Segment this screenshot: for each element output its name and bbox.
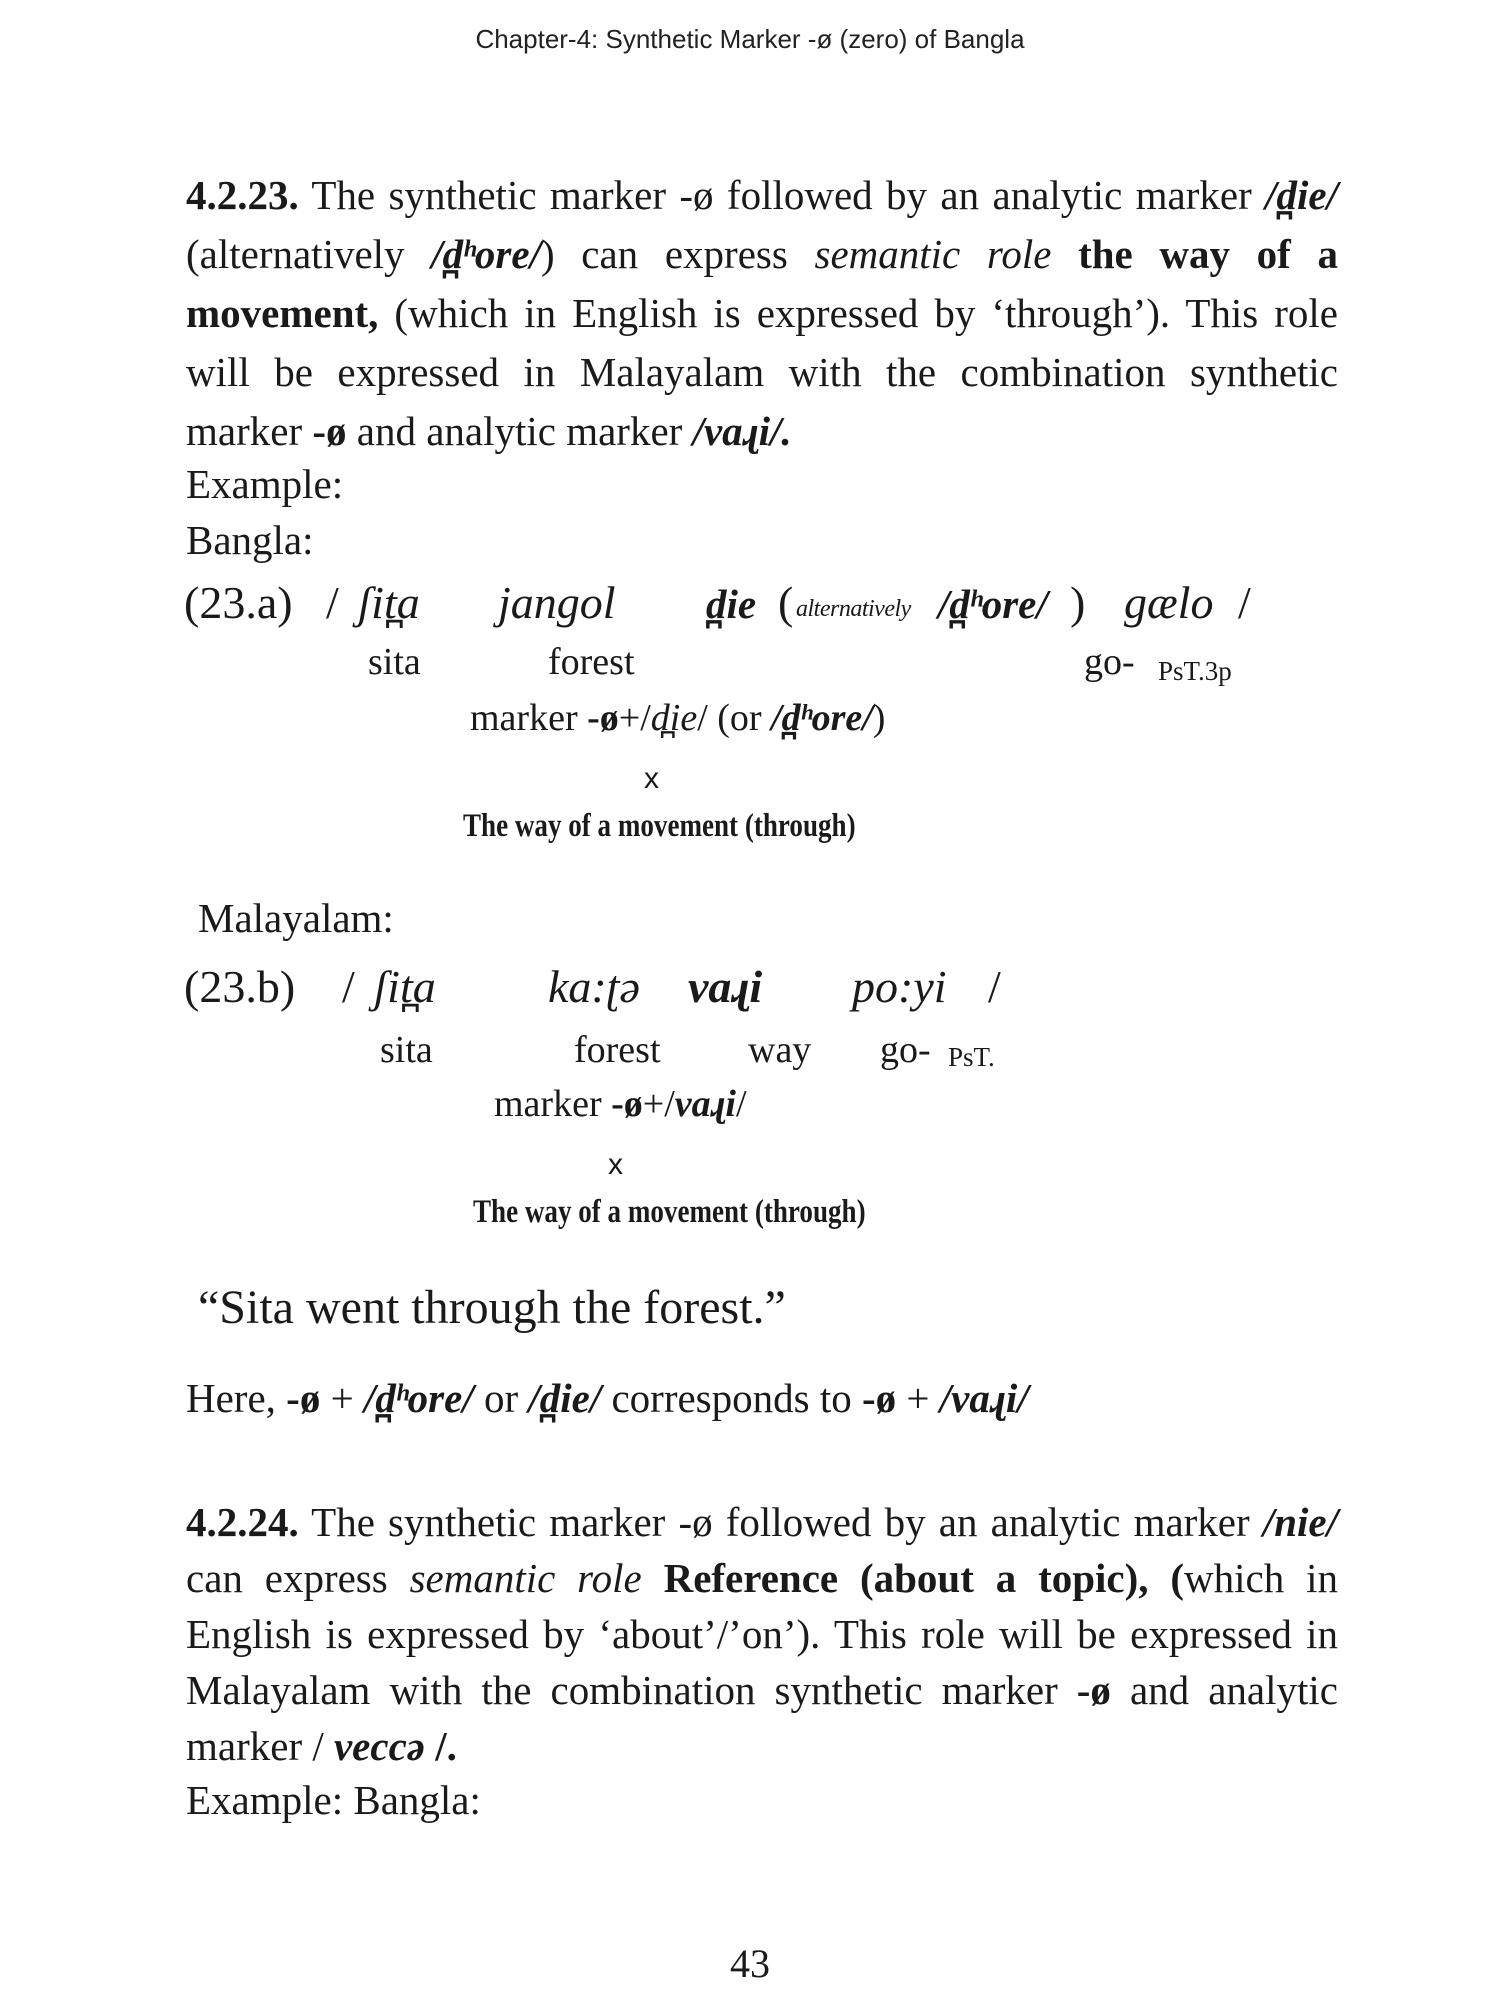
x-mark: x bbox=[608, 1148, 623, 1181]
gloss-word: jangol bbox=[498, 577, 616, 628]
role-caption: The way of a movement (through) bbox=[463, 808, 856, 844]
gloss-translation: go- bbox=[880, 1029, 931, 1071]
role-name: the way of a movement, bbox=[186, 231, 1338, 336]
example-number: (23.b) bbox=[184, 961, 296, 1012]
gloss-word: ʃit̪a bbox=[358, 577, 420, 628]
gloss-translation: sita bbox=[368, 641, 421, 683]
gloss-word: ka:ʈə bbox=[548, 961, 640, 1012]
gloss-translation: way bbox=[748, 1029, 812, 1071]
page-number: 43 bbox=[730, 1941, 770, 1986]
gloss-translation: forest bbox=[548, 641, 635, 683]
paragraph-4-2-23: 4.2.23. The synthetic marker -ø followed by an analytic marker /d̪ie/ (alternatively /d̪ʰore/) can express semantic role the way of a movement, (which in English is expressed by ‘through’). This role will be expressed in Malayalam with the combination synthetic marker -ø and analytic marker /vaɻi/. bbox=[186, 172, 1338, 454]
correspondence-line: Here, -ø + /d̪ʰore/ or /d̪ie/ corresponds to -ø + /vaɻi/ bbox=[186, 1375, 1029, 1421]
marker-line: marker -ø+/d̪ie/ (or /d̪ʰore/) bbox=[470, 697, 886, 739]
marker-vazhi: /vaɻi/. bbox=[692, 408, 792, 454]
gloss-word: po:yi bbox=[852, 961, 947, 1012]
gloss-translation: forest bbox=[574, 1029, 661, 1071]
role-name: Reference (about a topic), ( bbox=[641, 1555, 1185, 1601]
marker-line: marker -ø+/vaɻi/ bbox=[494, 1083, 747, 1125]
bangla-label: Bangla: bbox=[186, 517, 314, 563]
paragraph-4-2-24: 4.2.24. The synthetic marker -ø followed by an analytic marker /nie/ can express semantic role Reference (about a topic), (which in English is expressed by ‘about’/’on’). This role will be expressed in Malayalam with the combination synthetic marker -ø and analytic marker / veccə /. bbox=[186, 1499, 1338, 1769]
section-number: 4.2.24. bbox=[186, 1499, 299, 1545]
role-caption: The way of a movement (through) bbox=[473, 1194, 866, 1230]
marker-die: /d̪ie/ bbox=[1265, 172, 1338, 218]
gloss-translation: go- bbox=[1084, 641, 1135, 683]
running-header: Chapter-4: Synthetic Marker -ø (zero) of Bangla bbox=[475, 24, 1025, 54]
gloss-word: ʃit̪a bbox=[374, 961, 436, 1012]
marker-dhore: /d̪ʰore/ bbox=[431, 231, 541, 277]
section-number: 4.2.23. bbox=[186, 172, 299, 218]
malayalam-label: Malayalam: bbox=[198, 895, 394, 941]
x-mark: x bbox=[644, 762, 659, 795]
marker-nie: /nie/ bbox=[1262, 1499, 1338, 1545]
example-label: Example: bbox=[186, 461, 344, 507]
gloss-word: vaɻi bbox=[688, 961, 763, 1012]
free-translation: “Sita went through the forest.” bbox=[198, 1281, 786, 1334]
gloss-word: /d̪ʰore/ bbox=[938, 581, 1048, 627]
gloss-word: gælo bbox=[1124, 577, 1214, 628]
example-number: (23.a) bbox=[184, 577, 293, 628]
marker-vecca: veccə bbox=[333, 1723, 425, 1769]
gloss-translation: sita bbox=[380, 1029, 433, 1071]
example-label: Example: Bangla: bbox=[186, 1777, 481, 1823]
gloss-word: d̪ie bbox=[706, 581, 757, 627]
